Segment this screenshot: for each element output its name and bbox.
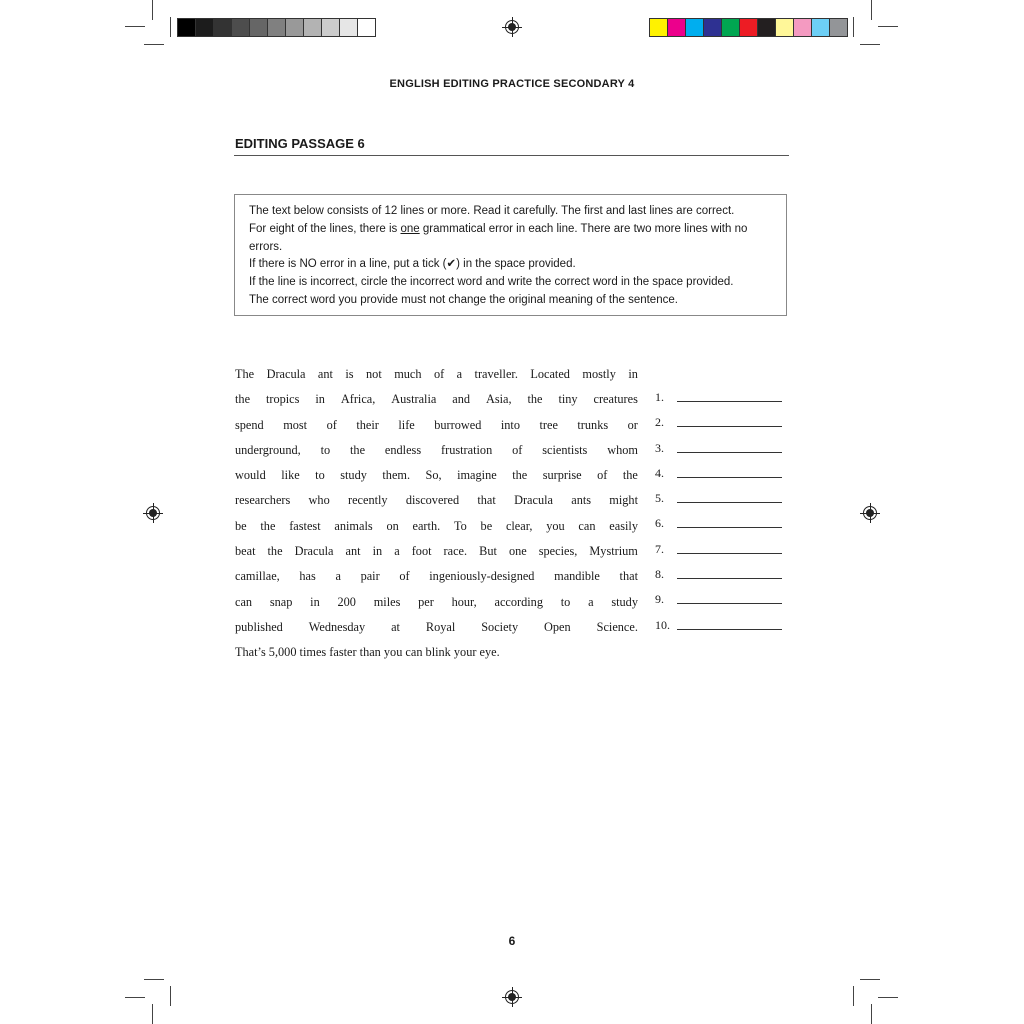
- passage-word[interactable]: be: [480, 518, 493, 533]
- color-swatch: [830, 19, 847, 36]
- passage-word[interactable]: The: [235, 367, 255, 381]
- answer-blank[interactable]: [677, 440, 782, 453]
- passage-word[interactable]: So,: [425, 468, 442, 483]
- crop-mark: [853, 986, 854, 1006]
- answer-number: 8.: [655, 567, 664, 582]
- color-swatch: [794, 19, 812, 36]
- passage-word[interactable]: Located: [530, 367, 570, 381]
- color-swatch: [250, 19, 268, 36]
- passage-word[interactable]: beat: [235, 544, 256, 559]
- passage-word[interactable]: snap: [269, 594, 293, 609]
- passage-line: [235, 389, 638, 414]
- passage-line: [235, 364, 638, 389]
- passage-word[interactable]: to: [315, 468, 325, 483]
- passage-word[interactable]: Open: [544, 619, 571, 634]
- passage-word[interactable]: camillae,: [235, 569, 280, 584]
- passage-word[interactable]: of: [597, 468, 608, 483]
- answer-number: 5.: [655, 491, 664, 506]
- crop-mark: [860, 979, 880, 980]
- passage-word[interactable]: life: [398, 417, 415, 432]
- passage-word[interactable]: Asia,: [485, 392, 512, 407]
- passage-word[interactable]: Dracula: [294, 544, 334, 559]
- passage-word[interactable]: discovered: [405, 493, 460, 508]
- passage-line: [235, 465, 638, 490]
- passage-line: [235, 415, 638, 440]
- passage-word[interactable]: species,: [538, 544, 578, 559]
- passage-word[interactable]: one: [508, 544, 527, 559]
- crop-mark: [125, 997, 145, 998]
- running-header: ENGLISH EDITING PRACTICE SECONDARY 4: [389, 78, 635, 90]
- color-swatch: [232, 19, 250, 36]
- passage-word[interactable]: much: [394, 367, 422, 381]
- instruction-text: grammatical error in each line. There are two more lines with no: [419, 222, 748, 235]
- page-number: 6: [508, 934, 516, 948]
- crop-mark: [871, 0, 872, 20]
- passage-text: [235, 364, 638, 668]
- color-swatch: [758, 19, 776, 36]
- crop-mark: [144, 44, 164, 45]
- crop-mark: [125, 26, 145, 27]
- answer-blank[interactable]: [677, 414, 782, 427]
- passage-word[interactable]: to: [560, 594, 571, 609]
- passage-word[interactable]: foot: [411, 544, 432, 559]
- answer-blank[interactable]: [677, 566, 782, 579]
- passage-word[interactable]: ants: [571, 493, 592, 508]
- answer-number: 10.: [655, 617, 670, 632]
- passage-word[interactable]: not: [366, 367, 382, 381]
- crop-mark: [871, 1004, 872, 1024]
- instruction-line: The correct word you provide must not change the original meaning of the sentence.: [249, 293, 678, 306]
- passage-word[interactable]: who: [308, 493, 330, 508]
- passage-word[interactable]: easily: [609, 518, 638, 533]
- passage-word[interactable]: the: [235, 392, 251, 407]
- instruction-line: If there is NO error in a line, put a tick (✔) in the space provided.: [249, 258, 576, 271]
- section-title: EDITING PASSAGE 6: [235, 136, 365, 151]
- passage-word[interactable]: in: [372, 544, 383, 559]
- passage-word[interactable]: endless: [384, 442, 422, 457]
- passage-word[interactable]: Dracula: [514, 493, 553, 508]
- passage-word[interactable]: Wednesday: [308, 619, 366, 634]
- passage-word[interactable]: their: [356, 417, 379, 432]
- passage-word[interactable]: you: [546, 518, 565, 533]
- instruction-line: If the line is incorrect, circle the incorrect word and write the correct word in the space provided.: [249, 276, 734, 289]
- color-swatch: [304, 19, 322, 36]
- passage-word[interactable]: the: [512, 468, 528, 483]
- title-divider: [234, 155, 789, 156]
- passage-word[interactable]: or: [627, 417, 638, 432]
- passage-word[interactable]: traveller.: [474, 367, 518, 381]
- answer-row: [655, 414, 782, 439]
- answer-blank[interactable]: [677, 617, 782, 630]
- passage-word[interactable]: scientists: [542, 442, 588, 457]
- registration-mark-icon: [505, 20, 519, 34]
- passage-word[interactable]: of: [512, 442, 523, 457]
- answer-blank[interactable]: [677, 541, 782, 554]
- passage-line: [235, 440, 638, 465]
- answer-row: [655, 440, 782, 465]
- answer-row: [655, 566, 782, 591]
- passage-word[interactable]: the: [350, 442, 366, 457]
- passage-word[interactable]: creatures: [593, 392, 638, 407]
- passage-word[interactable]: recently: [347, 493, 388, 508]
- instruction-underlined-word: one: [400, 222, 420, 235]
- answer-number: 2.: [655, 415, 664, 430]
- passage-word[interactable]: per: [418, 594, 434, 609]
- passage-word[interactable]: a: [456, 367, 463, 381]
- grayscale-bar: [177, 18, 376, 37]
- passage-word[interactable]: according: [494, 594, 543, 609]
- color-swatch: [668, 19, 686, 36]
- passage-word[interactable]: tree: [539, 417, 558, 432]
- passage-word[interactable]: imagine: [457, 468, 497, 483]
- passage-word[interactable]: might: [609, 493, 638, 508]
- passage-word[interactable]: To: [453, 518, 467, 533]
- passage-word[interactable]: like: [281, 468, 300, 483]
- passage-word[interactable]: underground,: [235, 442, 301, 457]
- passage-word[interactable]: surprise: [542, 468, 582, 483]
- passage-word[interactable]: earth.: [412, 518, 441, 533]
- passage-word[interactable]: to: [320, 442, 331, 457]
- passage-word[interactable]: be: [235, 518, 247, 533]
- passage-word[interactable]: them.: [382, 468, 411, 483]
- passage-word[interactable]: the: [527, 392, 543, 407]
- passage-word[interactable]: pair: [360, 569, 380, 584]
- passage-line: [235, 490, 638, 515]
- passage-word[interactable]: hour,: [451, 594, 477, 609]
- passage-word[interactable]: Dracula: [266, 367, 306, 381]
- passage-word[interactable]: ant: [345, 544, 361, 559]
- instruction-line: The text below consists of 12 lines or more. Read it carefully. The first and last lines are correct.: [249, 205, 735, 217]
- color-swatch: [722, 19, 740, 36]
- color-calibration-bar: [649, 18, 848, 37]
- passage-word[interactable]: the: [622, 468, 638, 483]
- passage-word[interactable]: mandible: [554, 569, 600, 584]
- passage-word[interactable]: mostly: [582, 367, 616, 381]
- crop-mark: [170, 17, 171, 37]
- passage-word[interactable]: ingeniously-designed: [429, 569, 535, 584]
- passage-word[interactable]: Royal: [425, 619, 456, 634]
- passage-word[interactable]: the: [260, 518, 276, 533]
- color-swatch: [650, 19, 668, 36]
- passage-line: That’s 5,000 times faster than you can blink your eye.: [235, 645, 500, 660]
- passage-word[interactable]: the: [267, 544, 283, 559]
- passage-line: [235, 566, 638, 591]
- registration-mark-icon: [505, 990, 519, 1004]
- color-swatch: [358, 19, 375, 36]
- color-swatch: [740, 19, 758, 36]
- answer-number: 4.: [655, 465, 664, 480]
- passage-word[interactable]: is: [345, 367, 354, 381]
- passage-word[interactable]: at: [391, 619, 400, 634]
- instructions-box: [234, 194, 787, 316]
- answer-row: [655, 490, 782, 515]
- crop-mark: [853, 17, 854, 37]
- color-swatch: [686, 19, 704, 36]
- passage-word[interactable]: in: [310, 594, 320, 609]
- passage-word[interactable]: a: [394, 544, 400, 559]
- passage-word[interactable]: Australia: [391, 392, 437, 407]
- passage-line: [235, 592, 638, 617]
- passage-word[interactable]: in: [315, 392, 325, 407]
- color-swatch: [286, 19, 304, 36]
- crop-mark: [878, 997, 898, 998]
- passage-word[interactable]: Science.: [596, 619, 638, 634]
- answer-number: 3.: [655, 440, 664, 455]
- registration-mark-icon: [146, 506, 160, 520]
- color-swatch: [340, 19, 358, 36]
- instruction-text: For eight of the lines, there is: [249, 222, 401, 235]
- passage-word[interactable]: a: [588, 594, 594, 609]
- passage-word[interactable]: researchers: [235, 493, 291, 508]
- passage-word[interactable]: has: [299, 569, 316, 584]
- passage-word[interactable]: But: [479, 544, 497, 559]
- passage-word[interactable]: study: [611, 594, 638, 609]
- passage-word[interactable]: spend: [235, 417, 264, 432]
- color-swatch: [322, 19, 340, 36]
- answer-row: [655, 465, 782, 490]
- passage-word[interactable]: fastest: [289, 518, 321, 533]
- color-swatch: [776, 19, 794, 36]
- answer-number: 6.: [655, 516, 664, 531]
- answer-number: 9.: [655, 592, 664, 607]
- passage-word[interactable]: whom: [607, 442, 638, 457]
- color-swatch: [178, 19, 196, 36]
- crop-mark: [170, 986, 171, 1006]
- passage-word[interactable]: tiny: [558, 392, 578, 407]
- answer-blank[interactable]: [677, 515, 782, 528]
- answer-column: [655, 389, 782, 642]
- passage-word[interactable]: 200: [337, 594, 356, 609]
- answer-row: [655, 515, 782, 540]
- passage-line: [235, 541, 638, 566]
- passage-word[interactable]: can: [235, 594, 253, 609]
- passage-word[interactable]: Africa,: [340, 392, 376, 407]
- color-swatch: [268, 19, 286, 36]
- passage-word[interactable]: on: [386, 518, 399, 533]
- crop-mark: [152, 0, 153, 20]
- passage-word[interactable]: tropics: [265, 392, 300, 407]
- passage-word[interactable]: a: [335, 569, 341, 584]
- passage-word[interactable]: would: [235, 468, 266, 483]
- answer-blank[interactable]: [677, 389, 782, 402]
- passage-word[interactable]: that: [477, 493, 496, 508]
- passage-word[interactable]: most: [283, 417, 308, 432]
- instruction-line: [249, 221, 772, 239]
- passage-word[interactable]: Mystrium: [589, 544, 638, 559]
- passage-word[interactable]: into: [500, 417, 520, 432]
- instruction-line: errors.: [249, 240, 283, 253]
- passage-line: [235, 516, 638, 541]
- registration-mark-icon: [863, 506, 877, 520]
- passage-word[interactable]: frustration: [441, 442, 493, 457]
- passage-word[interactable]: of: [433, 367, 445, 381]
- passage-word[interactable]: study: [340, 468, 367, 483]
- color-swatch: [214, 19, 232, 36]
- passage-word[interactable]: in: [628, 367, 638, 381]
- crop-mark: [878, 26, 898, 27]
- answer-blank[interactable]: [677, 465, 782, 478]
- passage-word[interactable]: animals: [334, 518, 373, 533]
- passage-word[interactable]: burrowed: [434, 417, 482, 432]
- passage-word[interactable]: that: [619, 569, 638, 584]
- passage-word[interactable]: of: [399, 569, 410, 584]
- passage-word[interactable]: Society: [481, 619, 519, 634]
- answer-blank[interactable]: [677, 591, 782, 604]
- answer-number: 1.: [655, 390, 664, 404]
- crop-mark: [144, 979, 164, 980]
- answer-number: 7.: [655, 541, 664, 556]
- answer-row: [655, 541, 782, 566]
- passage-word[interactable]: ant: [317, 367, 333, 381]
- passage-word[interactable]: can: [578, 518, 596, 533]
- passage-word[interactable]: miles: [373, 594, 401, 609]
- color-swatch: [812, 19, 830, 36]
- answer-row: [655, 617, 782, 642]
- crop-mark: [152, 1004, 153, 1024]
- passage-word[interactable]: clear,: [505, 518, 533, 533]
- passage-word[interactable]: race.: [443, 544, 468, 559]
- color-swatch: [704, 19, 722, 36]
- crop-mark: [860, 44, 880, 45]
- passage-line: [235, 617, 638, 642]
- passage-word[interactable]: trunks: [577, 417, 609, 432]
- answer-row: [655, 389, 782, 414]
- answer-row: [655, 591, 782, 616]
- passage-word[interactable]: and: [452, 392, 471, 407]
- color-swatch: [196, 19, 214, 36]
- passage-word[interactable]: published: [235, 619, 283, 634]
- passage-word[interactable]: of: [326, 417, 337, 432]
- answer-blank[interactable]: [677, 490, 782, 503]
